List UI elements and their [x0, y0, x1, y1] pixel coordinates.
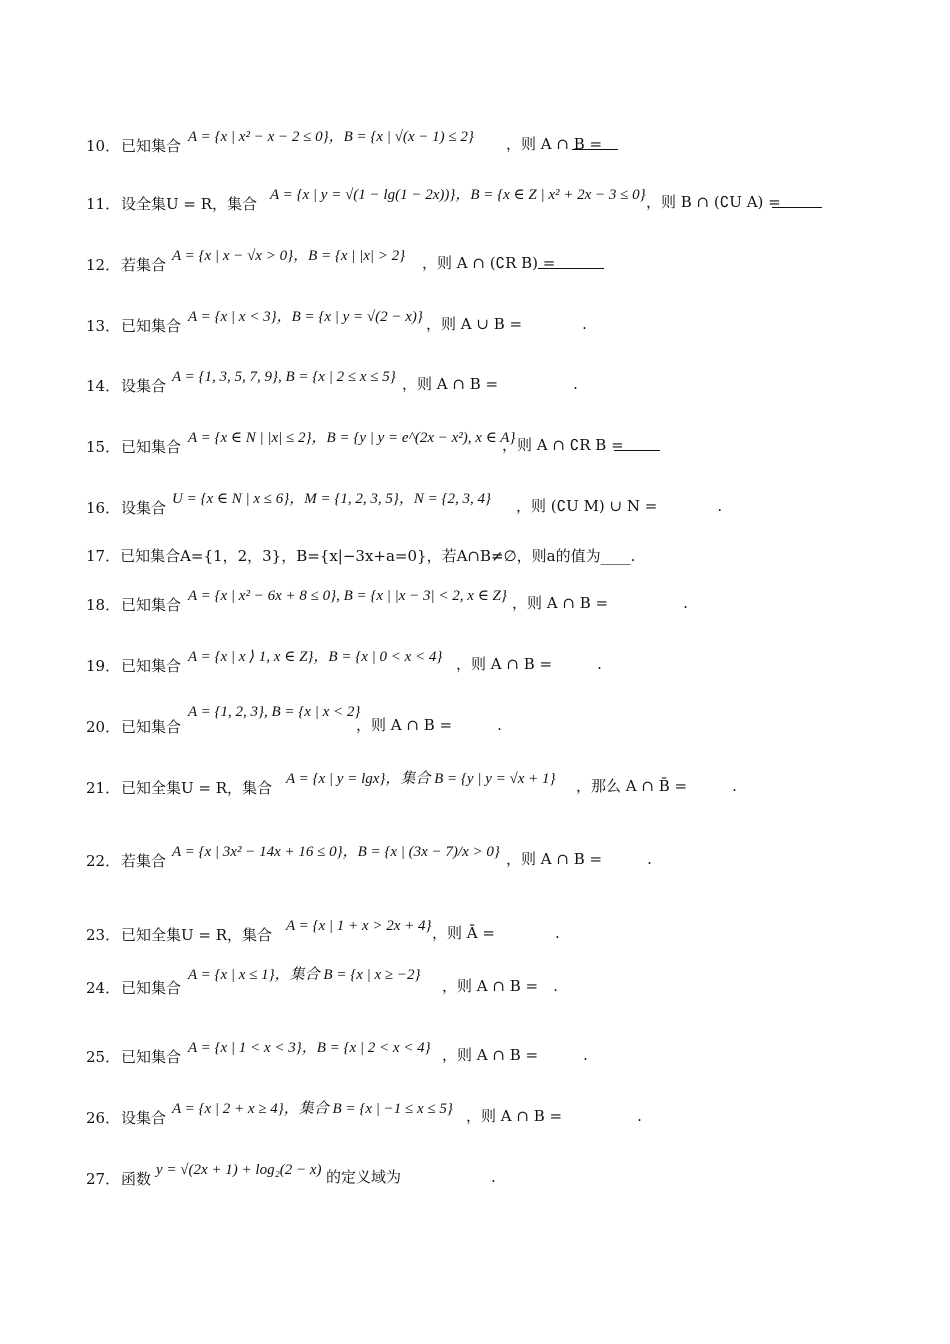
problem-formula: A = {x | x² − x − 2 ≤ 0}，B = {x | √(x − 1) ≤ 2} [188, 129, 474, 145]
problem-19 [86, 640, 916, 680]
problem-14 [86, 360, 916, 400]
problem-number: 16． [86, 499, 121, 517]
problem-number: 13． [86, 317, 121, 335]
problem-formula: A = {1, 3, 5, 7, 9}, B = {x | 2 ≤ x ≤ 5} [172, 369, 396, 385]
problem-formula: A = {1, 2, 3}, B = {x | x < 2} [188, 704, 361, 720]
problem-23 [86, 909, 916, 949]
problem-stem: 已知集合 [121, 596, 182, 614]
problem-stem: 已知集合 [121, 979, 182, 997]
problem-number: 20． [86, 718, 121, 736]
problem-formula: A = {x | y = lgx}，集合 B = {y | y = √x + 1} [286, 771, 556, 787]
answer-blank[interactable] [572, 135, 618, 150]
problem-tail: ，则 B ∩ (∁U A) = [646, 193, 781, 211]
problem-16 [86, 482, 916, 522]
problem-stem: 已知集合 [121, 718, 182, 736]
problem-17: 17．已知集合A={1，2，3}，B={x|−3x+a=0}，若A∩B≠∅，则a的值为____. [86, 547, 636, 565]
problem-number: 15． [86, 438, 121, 456]
problem-tail: ，则 A ∩ B = . [466, 1107, 642, 1125]
problem-stem: 设集合 [121, 1109, 167, 1127]
problem-formula: A = {x | x ≤ 1}，集合 B = {x | x ≥ −2} [188, 967, 421, 983]
problem-number: 10． [86, 137, 121, 155]
problem-stem: 已知集合 [121, 137, 182, 155]
problem-10 [86, 120, 916, 160]
problem-number: 18． [86, 596, 121, 614]
problem-tail: ，则 A ∩ B = . [512, 594, 688, 612]
problem-25 [86, 1031, 916, 1071]
problem-number: 24． [86, 979, 121, 997]
problem-formula: A = {x | x ⟩ 1, x ∈ Z}，B = {x | 0 < x < 4} [188, 649, 443, 665]
problem-stem: 函数 [121, 1170, 152, 1188]
problem-formula: y = √(2x + 1) + log₂(2 − x) [156, 1162, 322, 1178]
problem-number: 23． [86, 926, 121, 944]
problem-27 [86, 1153, 916, 1193]
problem-stem: 设集合 [121, 499, 167, 517]
problem-18 [86, 579, 916, 619]
problem-formula: A = {x | y = √(1 − lg(1 − 2x))}，B = {x ∈ Z | x² + 2x − 3 ≤ 0} [270, 187, 646, 203]
problem-formula: A = {x | 1 < x < 3}，B = {x | 2 < x < 4} [188, 1040, 431, 1056]
problem-number: 25． [86, 1048, 121, 1066]
problem-formula: U = {x ∈ N | x ≤ 6}，M = {1, 2, 3, 5}，N = {2, 3, 4} [172, 491, 491, 507]
problem-24 [86, 962, 916, 1002]
problem-21 [86, 762, 916, 802]
problem-formula: A = {x | 2 + x ≥ 4}，集合 B = {x | −1 ≤ x ≤ 5} [172, 1101, 453, 1117]
problem-tail: ，则 Ā = . [432, 924, 560, 942]
problem-stem: 已知集合 [121, 1048, 182, 1066]
problem-22 [86, 835, 916, 875]
problem-tail: ，则 A ∩ B = . [442, 977, 558, 995]
problem-number: 14． [86, 377, 121, 395]
problem-tail: ，则 A ∩ B = . [506, 850, 652, 868]
problem-tail: ，那么 A ∩ B̄ = . [576, 777, 737, 795]
problem-26 [86, 1092, 916, 1132]
problem-number: 26． [86, 1109, 121, 1127]
problem-20 [86, 701, 916, 741]
answer-blank[interactable] [538, 254, 604, 269]
problem-tail: ，则 A ∩ B = . [456, 655, 602, 673]
problem-11 [86, 178, 916, 218]
problem-number: 11． [86, 195, 121, 213]
problem-tail: 的定义域为 . [326, 1168, 496, 1186]
answer-blank[interactable] [772, 193, 822, 208]
problem-number: 19． [86, 657, 121, 675]
problem-formula: A = {x | 3x² − 14x + 16 ≤ 0}，B = {x | (3x − 7)/x > 0} [172, 844, 500, 860]
problem-stem: 已知全集U = R，集合 [121, 779, 273, 797]
problem-number: 27． [86, 1170, 121, 1188]
problem-tail: ，则 A ∩ B = [506, 135, 603, 153]
problem-stem: 已知集合 [121, 438, 182, 456]
problem-tail: ，则 A ∩ B = . [402, 375, 578, 393]
problem-stem: 已知全集U = R，集合 [121, 926, 273, 944]
problem-formula: A = {x | x² − 6x + 8 ≤ 0}, B = {x | |x − 3| < 2, x ∈ Z} [188, 588, 507, 604]
problem-13 [86, 300, 916, 340]
problem-stem: 若集合 [121, 852, 167, 870]
problem-number: 21． [86, 779, 121, 797]
problem-tail: ，则 A ∪ B = . [426, 315, 587, 333]
problem-formula: A = {x | x < 3}，B = {x | y = √(2 − x)} [188, 309, 423, 325]
problem-formula: A = {x ∈ N | |x| ≤ 2}，B = {y | y = e^(2x − x²), x ∈ A} [188, 430, 516, 446]
answer-blank[interactable] [614, 436, 660, 451]
problem-stem: 设集合 [121, 377, 167, 395]
problem-stem: 已知集合 [121, 657, 182, 675]
problem-tail: ，则 A ∩ ∁R B = [502, 436, 624, 454]
problem-stem: 设全集U = R，集合 [121, 195, 258, 213]
problem-tail: ，则 A ∩ B = . [356, 716, 502, 734]
problem-stem: 若集合 [121, 256, 167, 274]
problem-12 [86, 239, 916, 279]
problem-tail: ，则 A ∩ B = . [442, 1046, 588, 1064]
problem-number: 12． [86, 256, 121, 274]
problem-formula: A = {x | x − √x > 0}，B = {x | |x| > 2} [172, 248, 406, 264]
problem-tail: ，则 (∁U M) ∪ N = . [516, 497, 723, 515]
problem-number: 22． [86, 852, 121, 870]
problem-15 [86, 421, 916, 461]
problem-stem: 已知集合 [121, 317, 182, 335]
problem-tail: ，则 A ∩ (∁R B) = [422, 254, 556, 272]
problem-formula: A = {x | 1 + x > 2x + 4} [286, 918, 432, 934]
